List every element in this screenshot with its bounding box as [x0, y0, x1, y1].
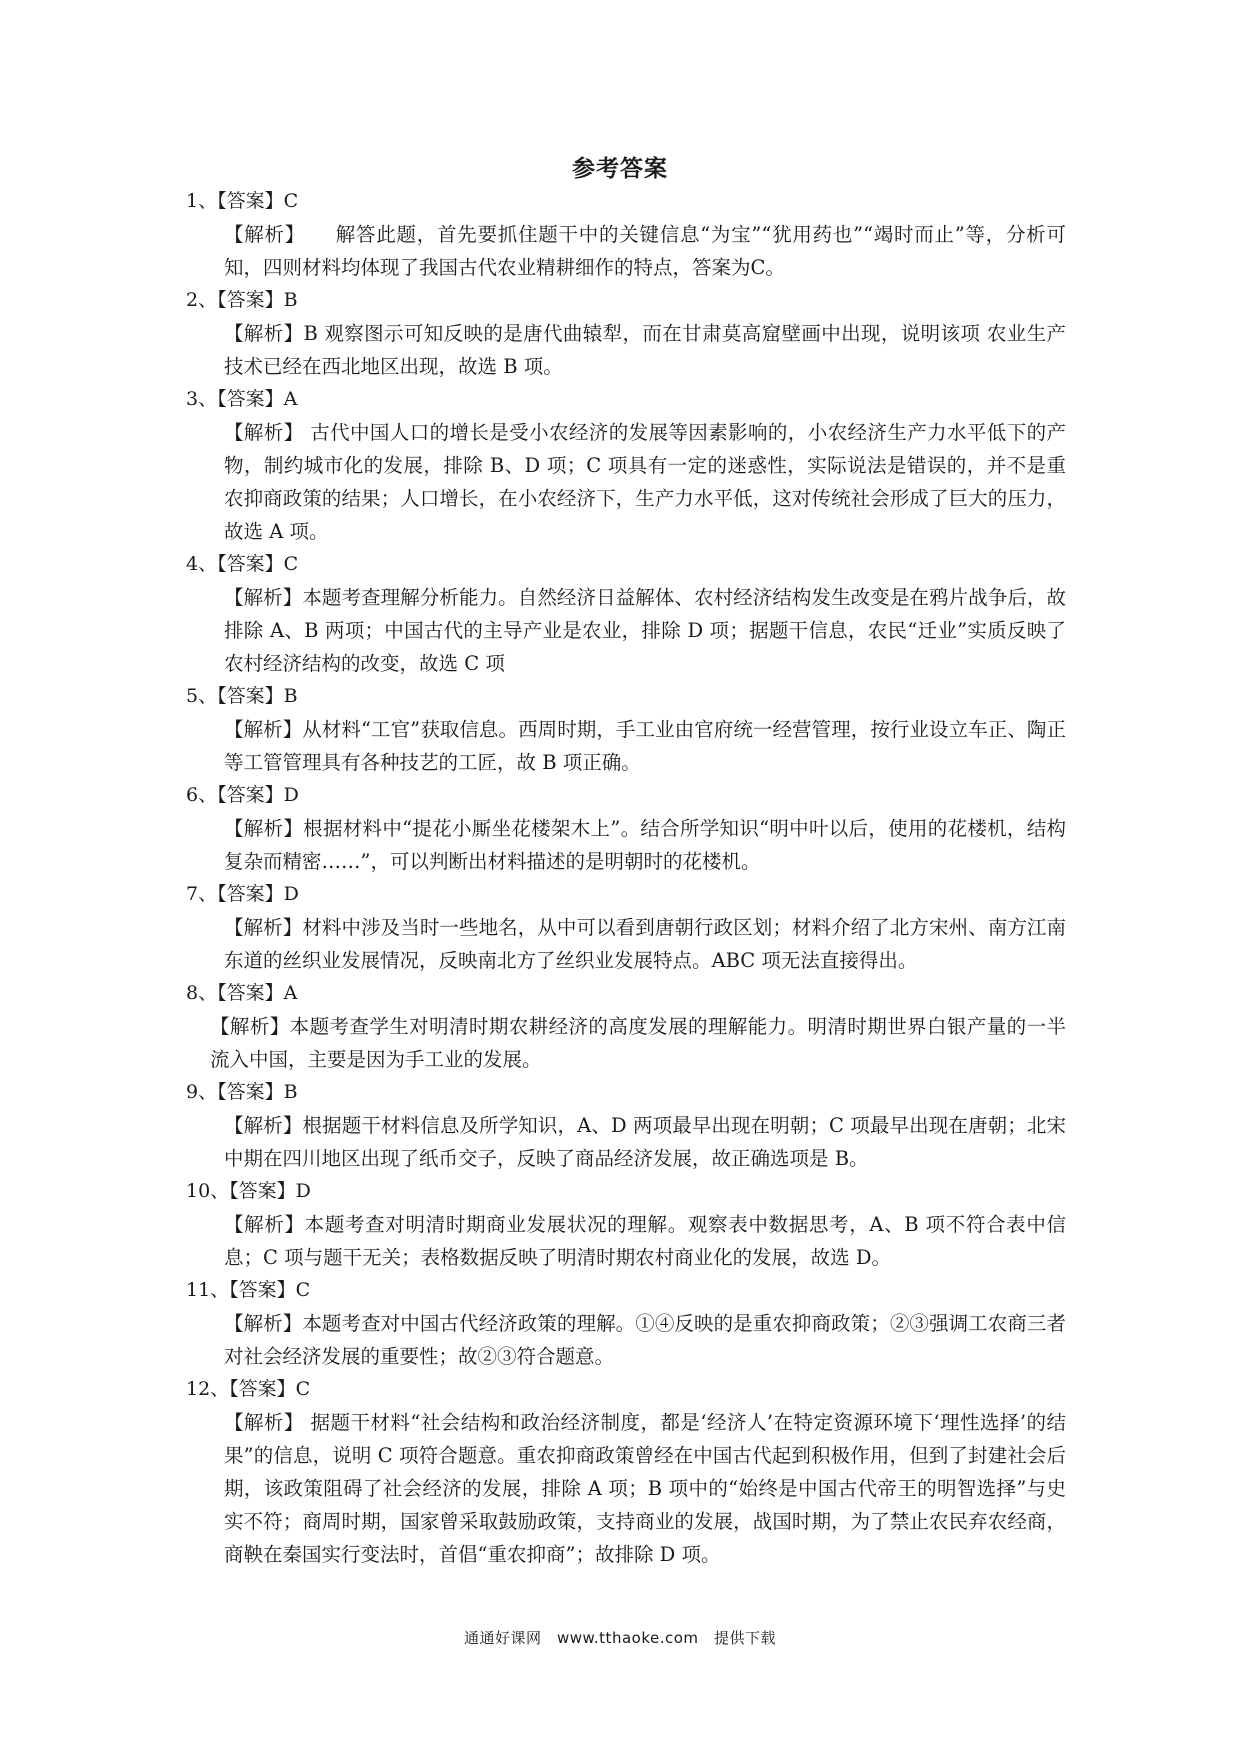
answer-item-10: [186, 1175, 1066, 1274]
answer-label: 2、【答案】B: [186, 289, 298, 311]
answer-item-5: [186, 680, 1066, 779]
answer-explanation: 【解析】材料中涉及当时一些地名，从中可以看到唐朝行政区划；材料介绍了北方宋州、南方江南东道的丝织业发展情况，反映南北方了丝织业发展特点。ABC 项无法直接得出。: [224, 916, 1066, 972]
answer-label: 10、【答案】D: [186, 1180, 311, 1202]
answer-label: 12、【答案】C: [186, 1378, 311, 1400]
answer-item-9: [186, 1076, 1066, 1175]
answer-item-12: [186, 1373, 1066, 1571]
answer-explanation: 【解析】 解答此题，首先要抓住题干中的关键信息“为宝”“犹用药也”“竭时而止”等，分析可知，四则材料均体现了我国古代农业精耕细作的特点，答案为C。: [224, 223, 1066, 279]
answer-label: 8、【答案】A: [186, 982, 298, 1004]
answer-item-8: [186, 977, 1066, 1076]
answer-label: 6、【答案】D: [186, 784, 299, 806]
answer-item-4: [186, 548, 1066, 680]
answer-explanation: 【解析】本题考查理解分析能力。自然经济日益解体、农村经济结构发生改变是在鸦片战争后，故排除 A、B 两项；中国古代的主导产业是农业，排除 D 项；据题干信息，农民“迁业”实质反映了农村经济结构的改变，故选 C 项: [224, 586, 1066, 675]
answer-label: 7、【答案】D: [186, 883, 299, 905]
answer-explanation: 【解析】本题考查对中国古代经济政策的理解。①④反映的是重农抑商政策；②③强调工农商三者对社会经济发展的重要性；故②③符合题意。: [224, 1312, 1066, 1368]
answer-item-2: [186, 284, 1066, 383]
answer-label: 4、【答案】C: [186, 553, 299, 575]
answer-label: 11、【答案】C: [186, 1279, 311, 1301]
page-title: 参考答案: [572, 156, 668, 182]
answer-explanation: 【解析】从材料“工官”获取信息。西周时期，手工业由官府统一经营管理，按行业设立车正、陶正等工管管理具有各种技艺的工匠，故 B 项正确。: [224, 718, 1066, 774]
answer-list: [186, 185, 1066, 1571]
answer-label: 5、【答案】B: [186, 685, 298, 707]
answer-item-6: [186, 779, 1066, 878]
answer-explanation: 【解析】 据题干材料“社会结构和政治经济制度，都是‘经济人’在特定资源环境下‘理性选择’的结果”的信息，说明 C 项符合题意。重农抑商政策曾经在中国古代起到积极作用，但到了封建社会后期，该政策阻碍了社会经济的发展，排除 A 项；B 项中的“始终是中国古代帝王的明智选择”与史实不符；商周时期，国家曾采取鼓励政策，支持商业的发展，战国时期，为了禁止农民弃农经商，商鞅在秦国实行变法时，首倡“重农抑商”；故排除 D 项。: [224, 1411, 1066, 1566]
answer-explanation: 【解析】根据材料中“提花小厮坐花楼架木上”。结合所学知识“明中叶以后，使用的花楼机，结构复杂而精密……”，可以判断出材料描述的是明朝时的花楼机。: [224, 817, 1066, 873]
answer-item-1: [186, 185, 1066, 284]
page-footer: 通通好课网 www.tthaoke.com 提供下载: [463, 1629, 777, 1647]
answer-label: 1、【答案】C: [186, 190, 299, 212]
answer-item-3: [186, 383, 1066, 548]
answer-explanation: 【解析】 古代中国人口的增长是受小农经济的发展等因素影响的，小农经济生产力水平低下的产物，制约城市化的发展，排除 B、D 项；C 项具有一定的迷惑性，实际说法是错误的，并不是重农抑商政策的结果；人口增长，在小农经济下，生产力水平低，这对传统社会形成了巨大的压力，故选 A 项。: [224, 421, 1066, 543]
answer-explanation: 【解析】本题考查对明清时期商业发展状况的理解。观察表中数据思考，A、B 项不符合表中信息；C 项与题干无关；表格数据反映了明清时期农村商业化的发展，故选 D。: [224, 1213, 1066, 1269]
answer-label: 9、【答案】B: [186, 1081, 298, 1103]
answer-item-11: [186, 1274, 1066, 1373]
answer-label: 3、【答案】A: [186, 388, 298, 410]
answer-explanation: 【解析】本题考查学生对明清时期农耕经济的高度发展的理解能力。明清时期世界白银产量的一半流入中国，主要是因为手工业的发展。: [210, 1015, 1066, 1071]
answer-item-7: [186, 878, 1066, 977]
answer-explanation: 【解析】B 观察图示可知反映的是唐代曲辕犁，而在甘肃莫高窟壁画中出现，说明该项 农业生产技术已经在西北地区出现，故选 B 项。: [224, 322, 1066, 378]
answer-explanation: 【解析】根据题干材料信息及所学知识，A、D 两项最早出现在明朝；C 项最早出现在唐朝；北宋中期在四川地区出现了纸币交子，反映了商品经济发展，故正确选项是 B。: [224, 1114, 1066, 1170]
